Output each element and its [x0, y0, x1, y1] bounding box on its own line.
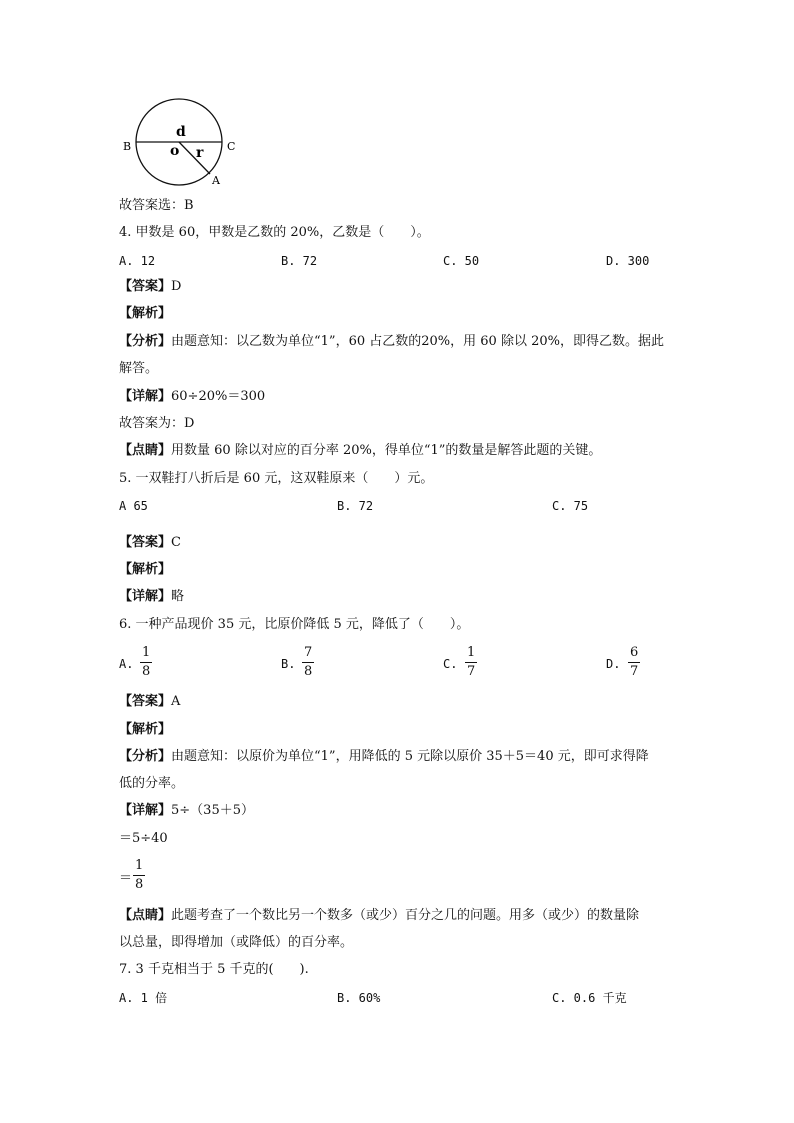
q5-analysis-tag	[119, 561, 171, 579]
q4-conclusion: 故答案为：D	[119, 416, 195, 431]
q5-option-b: B. 72	[337, 499, 374, 513]
q4-option-b: B. 72	[281, 254, 318, 268]
numerator: 7	[304, 645, 313, 660]
fenxi-text: 由题意知：以原价为单位“1”，用降低的 5 元除以原价 35＋5＝40 元，即可求得降	[171, 749, 649, 764]
q7-option-a: A. 1 倍	[119, 991, 168, 1005]
q6-dianjing-line2: 以总量，即得增加（或降低）的百分率。	[119, 935, 354, 950]
numerator: 1	[142, 645, 151, 660]
q6-option-c-fraction	[465, 645, 477, 680]
fenxi-tag: 【分析】	[119, 334, 172, 349]
q6-stem: 6. 一种产品现价 35 元，比原价降低 5 元，降低了（ ）。	[119, 617, 470, 632]
fraction-bar	[302, 662, 314, 663]
detail-text: 60÷20%＝300	[171, 389, 266, 404]
answer-value: D	[171, 279, 182, 294]
analysis-tag: 【解析】	[119, 722, 172, 737]
fraction-bar	[133, 875, 145, 876]
denominator: 8	[135, 877, 144, 892]
q7-stem: 7. 3 千克相当于 5 千克的( ).	[119, 962, 309, 977]
q7-option-b: B. 60%	[337, 991, 381, 1005]
q5-option-c: C. 75	[552, 499, 589, 513]
analysis-tag: 【解析】	[119, 562, 172, 577]
detail-text: 5÷（35＋5）	[171, 803, 254, 818]
q4-dianjing	[119, 442, 601, 460]
q6-detail-fraction	[133, 858, 145, 893]
label-C: C	[227, 140, 236, 153]
q6-option-a-label: A.	[119, 657, 134, 671]
denominator: 8	[142, 664, 151, 679]
q6-fenxi-line1	[119, 748, 649, 766]
q6-option-b-label: B.	[281, 657, 296, 671]
fraction-bar	[628, 662, 640, 663]
q6-dianjing-line1	[119, 907, 639, 925]
fraction-bar	[140, 662, 152, 663]
q6-analysis-tag	[119, 721, 171, 739]
label-B: B	[123, 140, 132, 153]
q5-detail	[119, 588, 184, 606]
label-r: r	[196, 145, 204, 161]
label-A: A	[212, 174, 220, 187]
numerator: 6	[630, 645, 639, 660]
analysis-tag: 【解析】	[119, 306, 172, 321]
detail-tag: 【详解】	[119, 389, 172, 404]
q6-option-d-label: D.	[606, 657, 621, 671]
q6-detail-line1	[119, 802, 254, 820]
circle-diagram	[115, 92, 250, 192]
dianjing-tag: 【点睛】	[119, 908, 172, 923]
q6-detail-eq: ＝	[119, 871, 133, 886]
dianjing-text: 此题考查了一个数比另一个数多（或少）百分之几的问题。用多（或少）的数量除	[171, 908, 640, 923]
dianjing-tag: 【点睛】	[119, 443, 172, 458]
q4-stem: 4. 甲数是 60，甲数是乙数的 20%，乙数是（ ）。	[119, 225, 430, 240]
q6-option-b-fraction	[302, 645, 314, 680]
denominator: 7	[467, 664, 476, 679]
q4-answer	[119, 278, 181, 296]
q4-fenxi-line1	[119, 333, 664, 351]
q4-option-c: C. 50	[443, 254, 480, 268]
label-d: d	[176, 124, 186, 140]
fenxi-text: 由题意知：以乙数为单位“1”，60 占乙数的20%，用 60 除以 20%，即得乙数。据此	[171, 334, 664, 349]
denominator: 8	[304, 664, 313, 679]
answer-tag: 【答案】	[119, 694, 172, 709]
q6-option-a-fraction	[140, 645, 152, 680]
q6-option-c-label: C.	[443, 657, 458, 671]
numerator: 1	[467, 645, 476, 660]
detail-tag: 【详解】	[119, 803, 172, 818]
q5-answer	[119, 534, 181, 552]
q6-fenxi-line2: 低的分率。	[119, 776, 185, 791]
numerator: 1	[135, 858, 144, 873]
q4-fenxi-line2: 解答。	[119, 361, 159, 376]
q6-answer	[119, 693, 180, 711]
radius-line	[179, 142, 210, 174]
label-o: o	[170, 143, 180, 159]
q6-detail-line2: ＝5÷40	[119, 831, 168, 846]
q6-option-d-fraction	[628, 645, 640, 680]
detail-text: 略	[171, 589, 185, 604]
answer-value: C	[171, 535, 181, 550]
dianjing-text: 用数量 60 除以对应的百分率 20%，得单位“1”的数量是解答此题的关键。	[171, 443, 602, 458]
answer-tag: 【答案】	[119, 535, 172, 550]
q7-option-c: C. 0.6 千克	[552, 991, 627, 1005]
fraction-bar	[465, 662, 477, 663]
q4-option-d: D. 300	[606, 254, 650, 268]
q4-option-a: A. 12	[119, 254, 156, 268]
answer-value: A	[171, 694, 181, 709]
denominator: 7	[630, 664, 639, 679]
q3-conclusion: 故答案选：B	[119, 198, 194, 213]
detail-tag: 【详解】	[119, 589, 172, 604]
fenxi-tag: 【分析】	[119, 749, 172, 764]
q5-option-a: A 65	[119, 499, 148, 513]
answer-tag: 【答案】	[119, 279, 172, 294]
q5-stem: 5. 一双鞋打八折后是 60 元，这双鞋原来（ ）元。	[119, 471, 434, 486]
q4-analysis-tag	[119, 305, 171, 323]
q4-detail	[119, 388, 265, 406]
